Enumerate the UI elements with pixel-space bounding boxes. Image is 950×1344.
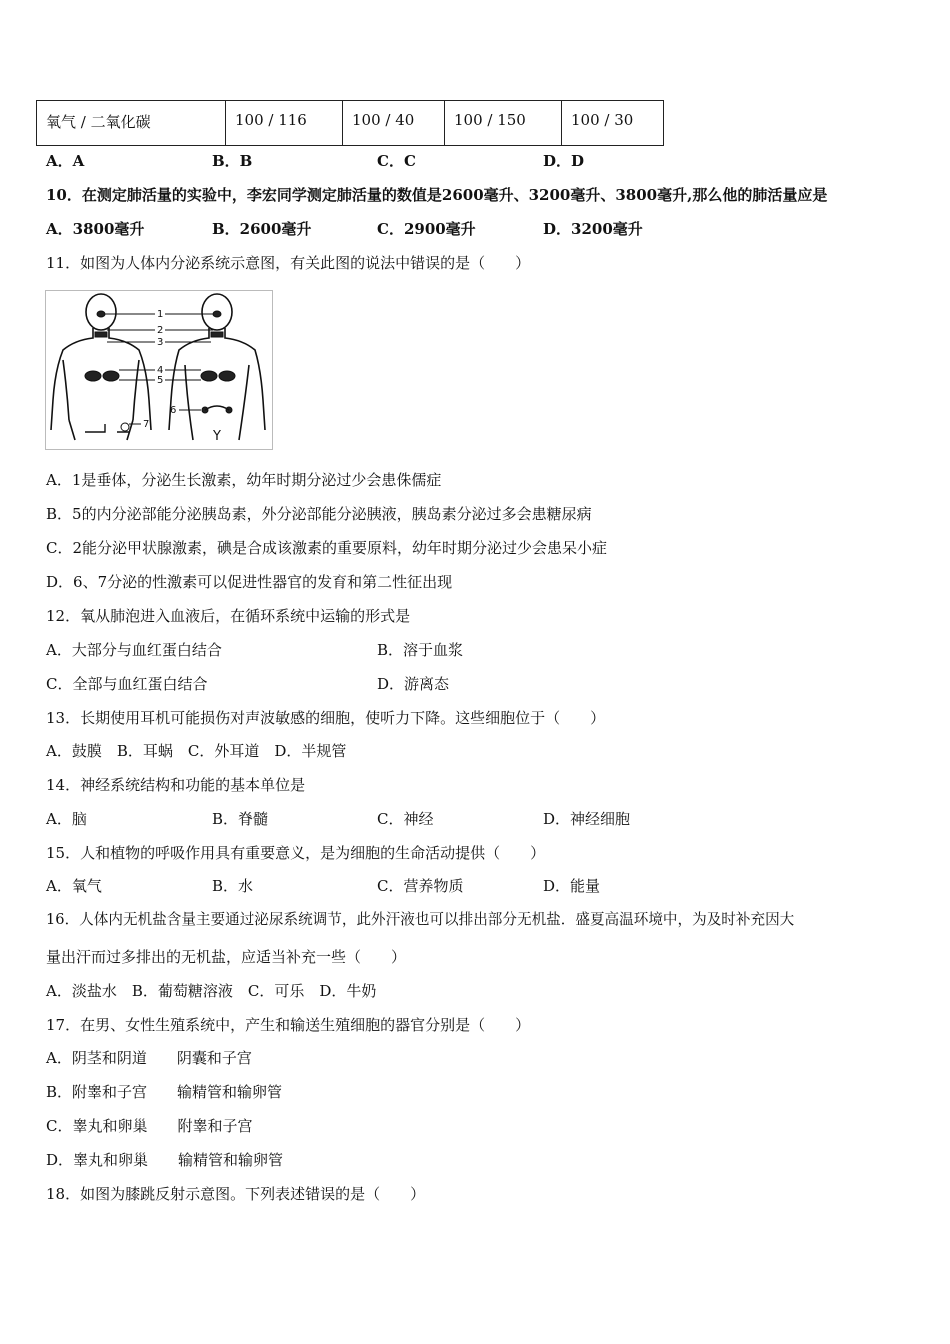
table-cell: 100 / 150 [445, 101, 562, 146]
q14-option-b: B．脊髓 [212, 810, 269, 828]
q15-option-b: B．水 [212, 877, 254, 895]
figure-label: 7 [143, 419, 150, 430]
q11-option-c: C．2能分泌甲状腺激素，碘是合成该激素的重要原料，幼年时期分泌过少会患呆小症 [46, 539, 608, 557]
q15-option-c: C．营养物质 [377, 877, 464, 895]
q14-stem: 14．神经系统结构和功能的基本单位是 [46, 776, 306, 794]
q17-option-a: A．阴茎和阴道 阴囊和子宫 [46, 1049, 252, 1067]
q10-option-b: B．2600毫升 [212, 220, 312, 238]
figure-label: 6 [170, 405, 177, 416]
q14-option-d: D．神经细胞 [543, 810, 631, 828]
q10-option-a: A．3800毫升 [46, 220, 145, 238]
figure-label: Y [213, 429, 221, 444]
q9-option-c: C．C [377, 152, 416, 170]
q12-option-a: A．大部分与血红蛋白结合 [46, 641, 222, 659]
figure-label: 4 [157, 365, 164, 376]
q11-stem: 11．如图为人体内分泌系统示意图，有关此图的说法中错误的是（ ） [46, 254, 531, 272]
table-row [37, 101, 664, 146]
q12-option-b: B．溶于血浆 [377, 641, 464, 659]
table-cell: 100 / 40 [343, 101, 445, 146]
q12-option-c: C．全部与血红蛋白结合 [46, 675, 208, 693]
q17-stem: 17．在男、女性生殖系统中，产生和输送生殖细胞的器官分别是（ ） [46, 1016, 531, 1034]
q9-option-a: A．A [46, 152, 85, 170]
q9-option-d: D．D [543, 152, 585, 170]
q18-stem: 18．如图为膝跳反射示意图。下列表述错误的是（ ） [46, 1185, 426, 1203]
q10-option-c: C．2900毫升 [377, 220, 476, 238]
q11-option-a: A．1是垂体，分泌生长激素，幼年时期分泌过少会患侏儒症 [46, 471, 442, 489]
q17-option-c: C．睾丸和卵巢 附睾和子宫 [46, 1117, 253, 1135]
table-cell: 氧气 / 二氧化碳 [37, 101, 226, 146]
q14-option-c: C．神经 [377, 810, 434, 828]
q10-option-d: D．3200毫升 [543, 220, 643, 238]
data-table [36, 100, 664, 146]
q15-option-a: A．氧气 [46, 877, 102, 895]
figure-label: 5 [157, 375, 164, 386]
q11-option-d: D．6、7分泌的性激素可以促进性器官的发育和第二性征出现 [46, 573, 453, 591]
q13-options: A．鼓膜 B．耳蜗 C．外耳道 D．半规管 [46, 742, 347, 760]
q14-option-a: A．脑 [46, 810, 87, 828]
q12-stem: 12．氧从肺泡进入血液后，在循环系统中运输的形式是 [46, 607, 411, 625]
q10-stem: 10．在测定肺活量的实验中，李宏同学测定肺活量的数值是2600毫升、3200毫升、3800毫升,那么他的肺活量应是 [46, 186, 828, 204]
figure-label: 3 [157, 337, 164, 348]
q11-option-b: B．5的内分泌部能分泌胰岛素，外分泌部能分泌胰液，胰岛素分泌过多会患糖尿病 [46, 505, 592, 523]
q13-stem: 13．长期使用耳机可能损伤对声波敏感的细胞，使听力下降。这些细胞位于（ ） [46, 709, 606, 727]
table-cell: 100 / 116 [226, 101, 343, 146]
q16-stem-line2: 量出汗而过多排出的无机盐，应适当补充一些（ ） [46, 948, 407, 966]
q12-option-d: D．游离态 [377, 675, 450, 693]
table-cell: 100 / 30 [562, 101, 664, 146]
q17-option-d: D．睾丸和卵巢 输精管和输卵管 [46, 1151, 284, 1169]
endocrine-system-figure [45, 290, 273, 450]
q9-option-b: B．B [212, 152, 253, 170]
q16-options: A．淡盐水 B．葡萄糖溶液 C．可乐 D．牛奶 [46, 982, 377, 1000]
q16-stem-line1: 16．人体内无机盐含量主要通过泌尿系统调节，此外汗液也可以排出部分无机盐．盛夏高温环境中，为及时补充因大 [46, 911, 795, 928]
q15-stem: 15．人和植物的呼吸作用具有重要意义，是为细胞的生命活动提供（ ） [46, 844, 546, 862]
figure-label: 1 [157, 309, 164, 320]
q15-option-d: D．能量 [543, 877, 601, 895]
figure-label: 2 [157, 325, 164, 336]
q17-option-b: B．附睾和子宫 输精管和输卵管 [46, 1083, 283, 1101]
